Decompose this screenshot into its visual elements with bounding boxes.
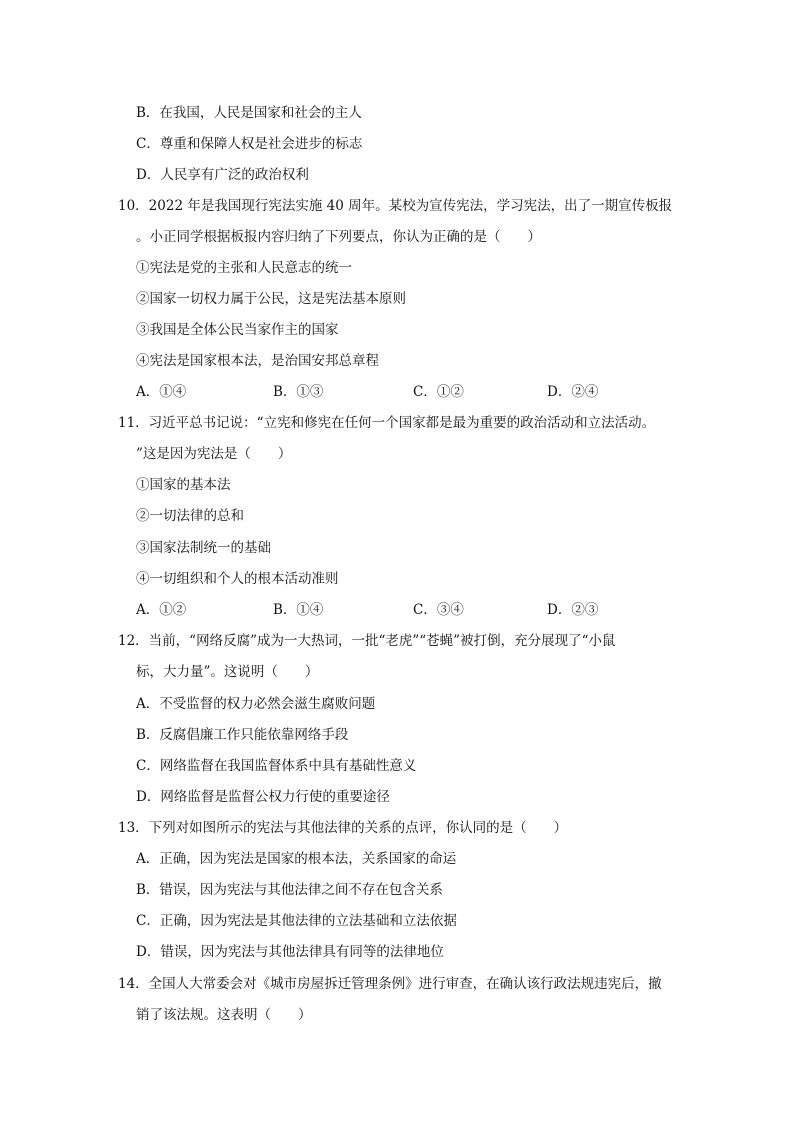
q10-option-b: B．①③ <box>273 384 324 400</box>
q10-item-4: ④宪法是国家根本法，是治国安邦总章程 <box>136 353 379 369</box>
q10-item-3: ③我国是全体公民当家作主的国家 <box>136 322 339 338</box>
q13-option-a: A．正确，因为宪法是国家的根本法，关系国家的命运 <box>136 851 457 867</box>
q11-option-c: C．③④ <box>413 602 464 618</box>
q10-stem-line1: 10．2022 年是我国现行宪法实施 40 周年。某校为宣传宪法，学习宪法，出了一期宣传板报 <box>118 198 673 214</box>
q9-option-d: D．人民享有广泛的政治权利 <box>136 167 309 183</box>
q10-option-c: C．①② <box>413 384 464 400</box>
q13-stem-line1: 13．下列对如图所示的宪法与其他法律的关系的点评，你认同的是（ ） <box>118 820 568 836</box>
q13-option-b: B．错误，因为宪法与其他法律之间不存在包含关系 <box>136 882 443 898</box>
q11-stem-line2: ”这是因为宪法是（ ） <box>136 446 292 462</box>
q10-item-2: ②国家一切权力属于公民，这是宪法基本原则 <box>136 291 406 307</box>
q10-option-a: A．①④ <box>136 384 187 400</box>
q12-option-c: C．网络监督在我国监督体系中具有基础性意义 <box>136 758 417 774</box>
q11-option-b: B．①④ <box>273 602 324 618</box>
q11-stem-line1: 11．习近平总书记说：“立宪和修宪在任何一个国家都是最为重要的政治活动和立法活动。 <box>118 415 656 431</box>
q14-stem-line2: 销了该法规。这表明（ ） <box>136 1007 312 1023</box>
q10-option-d: D．②④ <box>547 384 599 400</box>
q10-item-1: ①宪法是党的主张和人民意志的统一 <box>136 260 352 276</box>
q11-item-2: ②一切法律的总和 <box>136 508 244 524</box>
q12-option-a: A．不受监督的权力必然会滋生腐败问题 <box>136 696 376 712</box>
q12-option-d: D．网络监督是监督公权力行使的重要途径 <box>136 789 390 805</box>
q11-item-1: ①国家的基本法 <box>136 477 231 493</box>
q9-option-c: C．尊重和保障人权是社会进步的标志 <box>136 136 363 152</box>
q10-stem-line2: 。小正同学根据板报内容归纳了下列要点，你认为正确的是（ ） <box>136 229 541 245</box>
q13-option-c: C．正确，因为宪法是其他法律的立法基础和立法依据 <box>136 913 457 929</box>
q11-item-4: ④一切组织和个人的根本活动准则 <box>136 571 339 587</box>
q14-stem-line1: 14．全国人大常委会对《城市房屋拆迁管理条例》进行审查，在确认该行政法规违宪后，撤 <box>118 976 662 992</box>
q12-stem-line1: 12．当前，“网络反腐”成为一大热词，一批“老虎”“苍蝇”被打倒，充分展现了“小鼠 <box>118 633 616 649</box>
q12-stem-line2: 标，大力量”。这说明（ ） <box>136 664 319 680</box>
q12-option-b: B．反腐倡廉工作只能依靠网络手段 <box>136 727 349 743</box>
q9-option-b: B．在我国，人民是国家和社会的主人 <box>136 105 362 121</box>
q11-item-3: ③国家法制统一的基础 <box>136 540 271 556</box>
q11-option-a: A．①② <box>136 602 187 618</box>
q11-option-d: D．②③ <box>547 602 599 618</box>
q13-option-d: D．错误，因为宪法与其他法律具有同等的法律地位 <box>136 944 444 960</box>
